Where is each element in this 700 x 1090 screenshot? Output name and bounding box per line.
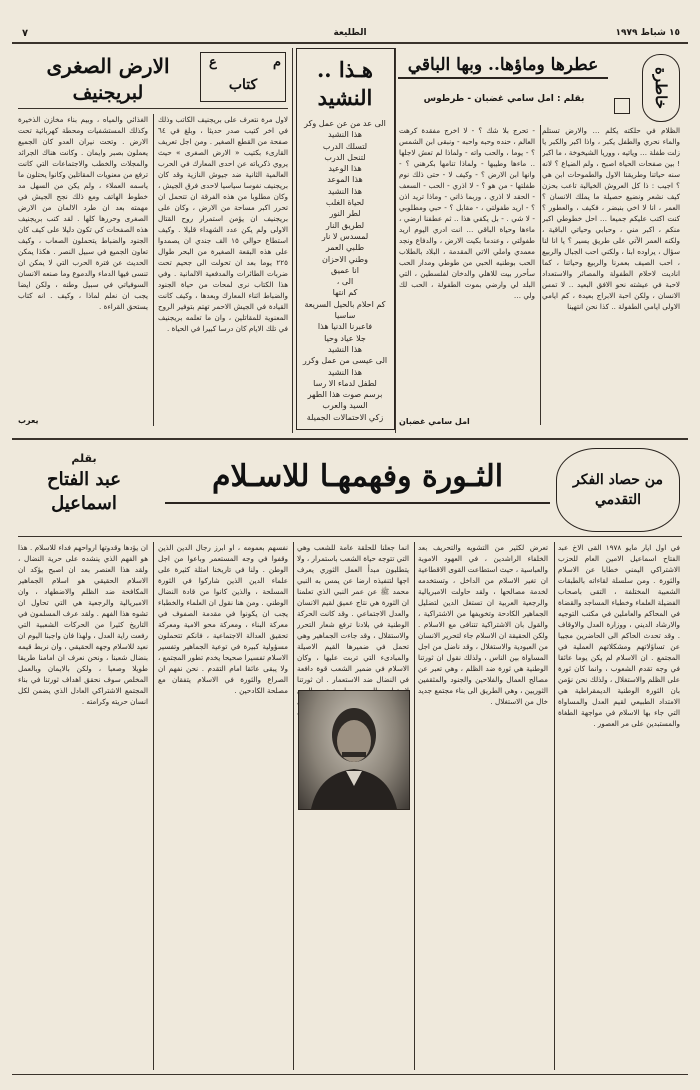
khatira-title: عطرها وماؤها.. وبها الباقي	[398, 55, 608, 79]
khatira-signature: امل سامي غضبان	[399, 417, 470, 426]
section-rule	[12, 438, 688, 440]
footer-rule	[12, 1074, 688, 1075]
poem-line: طلبي العمر	[325, 243, 365, 253]
poem-line: كم انتها	[332, 288, 358, 298]
poem-line: لطر النور	[329, 209, 361, 219]
article-column-4: نفسهم بعمومه ، او ابرز رجال الدين الذين وقفوا في وجه المستعمر وباعوا من اجل الوطن . ولنا في تاريخنا امثلة كثيرة على علماء الدين الذين شاركوا في الثورة المسلحة ، والذين كانوا من قادة النضال الوطني . ومن هنا نقول ان العلماء والخطباء يجب ان يكونوا في مقدمة الصفوف في معركة البناء ، ومعركة محو الامية ومعركة تحقيق العدالة الاجتماعية ، فانكم تتحملون مسؤولية كبيرة في توعية الجماهير وتفسير الاسلام تفسيرا صحيحا يخدم تطور المجتمع ، ولا يبقى عائقا امام التقدم . نحن نفهم ان الصراع والثورة في الاسلام يتفقان مع مصلحة الكادحين .	[158, 543, 288, 695]
poem-line: ساسيا	[334, 311, 356, 321]
khatira-label: خاطرة	[652, 67, 670, 109]
khatira-label-box	[642, 54, 680, 122]
poem-title: هـذا .. النشيد	[316, 57, 374, 110]
books-rule	[18, 108, 288, 109]
poem-line: وطني الاحزان	[321, 254, 369, 264]
books-corner	[200, 52, 286, 102]
checkbox-square	[614, 98, 630, 114]
poem-line: لتنحل الدرب	[324, 152, 366, 162]
article-divider	[414, 542, 415, 1070]
author-photo	[298, 690, 410, 810]
article-kicker: من حصاد الفكر التقدمي	[573, 472, 663, 508]
portrait-icon	[299, 691, 409, 809]
article-column-3: انما جعلنا للحلقة عامة للشعب وهي التي تتوجه حياة الشعب باستمرار ، ولا يتطلبون مبدأ العمل الثوري يعرف اجها لتنفيذه ارضا عن يمس به النبي محمد ﷺ عن عمر النبي الذي تعلمنا ان الثورة هي نتاج عميق لقيم الانسان والعدل الاجتماعي . وقد كانت الحركة الوطنية في بلادنا ترفع شعار التحرر والاستقلال ، وقد جاءت الجماهير وهي تحمل في ضميرها القيم الاصيلة والمبادىء التي تربت عليها ، وكان الاسلام في ضمير الشعب قوة دافعة في النضال ضد الاستعمار . ان ثورتنا	[297, 543, 409, 684]
poem-line: هذا النشيد	[327, 186, 362, 196]
article-divider	[293, 542, 294, 1070]
poem-line: لمسدس لا نار	[321, 231, 369, 241]
poem-line: هذا النشيد	[327, 367, 362, 377]
books-column-2: الغذائي والمياه ، وبيم بناء مخازن الذخيرة وكذلك المستشفيات ومحطة كهربائية تحت الارض . وتحت نيران العدو كان الجميع يعملون بصبر وايمان . وكانت هناك الجرائد والمجلات والخطب والاجتماعات التي كانت ترفع من معنويات المقاتلين وكانوا يحتلون ما ياسمه العملاء ، ولم يكن من السهل مد خطوط الهاتف ومع ذلك نجح الجيش في مهمته بعد ان طرد الالمان من الارض الصغرى وحررها كلها . لقد كتب بريجنيف هذه الصفحات كي تكون دليلا على كيف كان الجنود والضباط يتحملون الصعاب ، وكيف تعاون الجميع في سبيل النصر . هكذا يمكن الحديث عن فترة الحرب التي لا يمكن ان تنسى فيها الدماء والدموع وما صنعه الانسان السوفياتي في سبيل وطنه ، ولكن ايضا يجب ان نعلم لماذا ، وكيف . انه كتاب يستحق القراءة .	[18, 115, 148, 311]
poem-line: هذا الوعيد	[328, 164, 362, 174]
article-divider	[554, 542, 555, 1070]
books-column-1: لاول مرة نتعرف على بريجنيف الكاتب وذلك في اخر كتيب صدر حديثا ، وبلغ في ٦٤ صفحة من القطع الصغير . ومن اجل تعريف القارىء بكتيب « الارض الصغرى » حيث يروي ذكرياته عن احدى المعارك في الحرب العالمية الثانية ضد جيوش النازية وقد كان بريجنيف نفوسا سياسيا لاحدى فرق الجيش ، وكان مطلوبا من هذه الفرقة ان تتحمل ان تحرر اكبر مساحة من الارض ، وكان على بريجنيف ان يؤمن استمرار روح القتال الاولى ولم يكن عدد الشهداء قليلا . وكيف استطاع حوالي ١٥ الف جندي ان يصمدوا على هذه البقعة الصغيرة من البحر طوال ٢٢٥ يوما بعد ان تحولت الى جحيم تحت ضربات الطائرات والمدفعية الالمانية . وفي هذا الكتاب نرى لمحات من حياة الجنود والضباط اثناء المعارك وبعدها ، وكيف كانت القيادة في الجيش الاحمر تهتم بتوفير الروح المعنوية للمقاتلين ، وان ما تعلمه بريجنيف في تلك الايام كان درسا كبيرا في الحياة .	[158, 115, 288, 333]
newspaper-name: الطليعة	[333, 28, 367, 38]
poem-line: زكي الاحتمالات الجميلة	[306, 412, 384, 422]
article-column-1: في اول ايار مايو ١٩٧٨ القى الاخ عبد الفتاح اسماعيل الامين العام للحزب الاشتراكي اليمني خطابا عن الاسلام والثورة . ومن سلسلة لقاءاته بالطبقات الشعبية المختلفة ، التقى باصحاب الفضيلة العلماء وخطباء المساجد والقضاة في المحاكم والعاملين في مكتب التوجيه والارشاد الديني ، ووزارة العدل والاوقاف . وقد تحدث الحاكم الى الحاضرين مجيبا عن تساؤلاتهم ومشكلاتهم العملية في المجتمع . ان الاسلام لم يكن يوما عائقا في وجه تقدم الشعوب ، وانما كان ثورة على الظلم والاستغلال ، ولذلك نحن نؤمن بان الثورة الوطنية الديمقراطية هي الامتداد الطبيعي لقيم العدل والمساواة التي جاء بها الاسلام في مواجهة الطغاة والمستبدين على مر العصور .	[558, 543, 680, 728]
poem-line: السيد والعرب	[322, 401, 368, 411]
poem-lines	[300, 118, 390, 424]
khatira-divider	[540, 125, 541, 425]
corner-letter: م	[272, 55, 281, 70]
kicker-box	[556, 448, 680, 532]
byline-label: بقلم	[71, 452, 97, 465]
poem-line	[300, 423, 390, 424]
article-title: الثـورة وفهمهـا للاسـلام	[165, 452, 550, 504]
khatira-column-2: - تحرج بلا شك ؟ - لا اخرج مفقدة كرهت العالم ، حنده وحبه واحبه - ونبقى ابن الشمس ؟ - يوما ، والحب واته - ولماذا لم تعش لاجلها .. ماءها وطيبها - ولماذا تنامها بكرهني ؟ - وانها ابن الارض ؟ - وكيف لا - حتى ذلك نوم طفلتها - من هو ؟ - لا اذري - الحب - السعف - الحقد لا اذري ، وربما ذاتي - وماذا تريد اذن ؟ - اريد طفولتي ، - مقابل ؟ - حبي ومطلوبي - لا شي . - بل يكفي هذا .. ثم عطفنا ارضي ، ماءها وحياة الباقي … انت ادري اليوم اريد طفولتي ، وعندما بكيت الارض ، والدفاع ونجد معمدي واملي الاتي المقدمة ، البلاد بالطلاب الحب بوطنيه الحبي من طوطي ومدار الحب سأحرر بيت للاهلي والدخان لفلسطين ، التي البلد لي وارضي بموت الطفولة ، الحب لك ولي …	[399, 126, 535, 300]
article-column-5: ان يؤدها وقدوتها ارواحهم فداء للاسلام . هذا هو الفهم الذي ينشده على حرية النضال ، ولقد هذا العنصر بعد ان اصبح يؤكد ان الاسلام الحقيقي هو اسلام الجماهير المكافحة ضد الظلم والاضطهاد ، وان الامبريالية والرجعية هي التي تحاول ان تشوه هذا الفهم . ولقد عرف المسلمون في التاريخ كثيرا من الحركات الشعبية التي رفعت راية العدل ، ولهذا فان واجبنا اليوم ان نعيد للاسلام وجهه الحقيقي ، وان نربط قيمه بنضال شعبنا ، ونحن نعرف ان امامنا طريقا طويلا وصعبا ، ولكن بالايمان وبالعمل المخلص سوف نحقق اهداف ثورتنا في بناء المجتمع الاشتراكي العادل الذي يضمن لكل انسان حريته وكرامته .	[18, 543, 148, 706]
poem-line: هذا النشيد	[327, 130, 362, 140]
poem-line: انا عميق	[331, 265, 359, 275]
poem-line: جلا عياد وحيا	[324, 333, 366, 343]
corner-word: كتاب	[228, 77, 258, 93]
column-divider-left	[292, 48, 293, 433]
article-author: عبد الفتاح اسماعيل	[46, 469, 121, 514]
column-divider-right	[395, 48, 396, 433]
books-title: الارض الصغرى	[46, 54, 170, 78]
poem-line: لطريق النار	[325, 220, 365, 230]
article-rule	[18, 536, 682, 537]
header-rule	[12, 42, 688, 44]
books-subtitle: لبريجنيف	[72, 82, 144, 104]
poem-line: فاعبرنا الدنيا هذا	[317, 322, 373, 332]
article-column-2: تعرض لكثير من التشويه والتحريف بعد الخلفاء الراشدين ، في العهود الاموية والعباسية ، حيث استطاعت القوى الاقطاعية ان تغير الاسلام من الداخل ، وتستخدمه لخدمة مصالحها ، ولقد حاولت الامبريالية والرجعية العربية ان تستغل الدين لتضليل الجماهير الكادحة وتخويفها من الاشتراكية ، والقول بان الاشتراكية تتنافى مع الاسلام . ولكن الحقيقة ان الاسلام جاء لتحرير الانسان من العبودية والاستغلال ، وقد ناضل من اجل المساواة بين الناس ، ولذلك نقول ان ثورتنا الوطنية هي ثورة ضد الظلم ، وهي تعبر عن مصالح العمال والفلاحين والجنود والمثقفين الثوريين ، وهي الطريق الى بناء مجتمع جديد خال من الاستغلال .	[418, 543, 548, 706]
poem-line: الى عيسى من عمل وكرر	[302, 356, 388, 366]
article-divider	[153, 542, 154, 1070]
poem-line: كم احلام بالحيل السريعة	[304, 299, 386, 309]
books-signature: يعرب	[18, 416, 39, 425]
poem-line: لتسلك الدرب	[322, 141, 368, 151]
poem-line: الى ،	[336, 277, 354, 287]
khatira-column-1: الظلام في حلكته يكلم … والارض تستلم والماء نحري والطفل يكبر ، واذا اكبر والكبر يا زلت طفلة … وياتيه ، ووريا الشيخوخة ، ما اكبر ! بين صفحات الحياة اصبح ، ولم الضياع ؟ لانه سنه حياتنا وطريقنا الاول والطموحات ابن هي ؟ اجيب : ذا كل العروش الخيالية تاعب بحزن كيف نشعر ونضيع حصيلة ما يملك الانسان ؟ العمر ، انا لا اخي بنبضر ، فكيف ، والعطور ؟ كنت اكتب عليكم جميعا … احل خطوطي اكبر منكم ، اكبر مني ، وحبابي وحياتي الباقية ، ولكنه العمر الآتي على طريق يسير ؟ يا انا لنا سؤال ، يراوده ابنا ، ولكني احب الجبال والربيع ، احب الصيف بعمرنا والربيع وحياتنا ، كما اناديت لاحلام الطفولة والمصائر والاستعداد لاحبة في عيشته نحو الافق البعيد .. لا تمس الانسان ، ولكن احبة الابراج بعيدة ، كم ايامي الاولى ايامي الطفولة .. كذا نحن انتهينا	[542, 126, 680, 311]
poem-line: هذا الموعد	[327, 175, 363, 185]
poem-line: لحياة الغلب	[325, 198, 365, 208]
khatira-byline: بقلم : امل سامي غضبان - طرطوس	[423, 94, 585, 104]
poem-line: لطفل لدماء الا رسا	[313, 378, 377, 388]
issue-date: ١٥ شباط ١٩٧٩	[615, 28, 680, 38]
poem-line: برسم صوت هذا الطهر	[307, 390, 383, 400]
poem-line: الى عد من عن عمل وكر	[304, 119, 386, 128]
corner-letter: ع	[209, 55, 217, 70]
page-number: ٧	[22, 28, 29, 39]
books-divider	[153, 114, 154, 426]
poem-line: هذا النشيد	[327, 344, 362, 354]
